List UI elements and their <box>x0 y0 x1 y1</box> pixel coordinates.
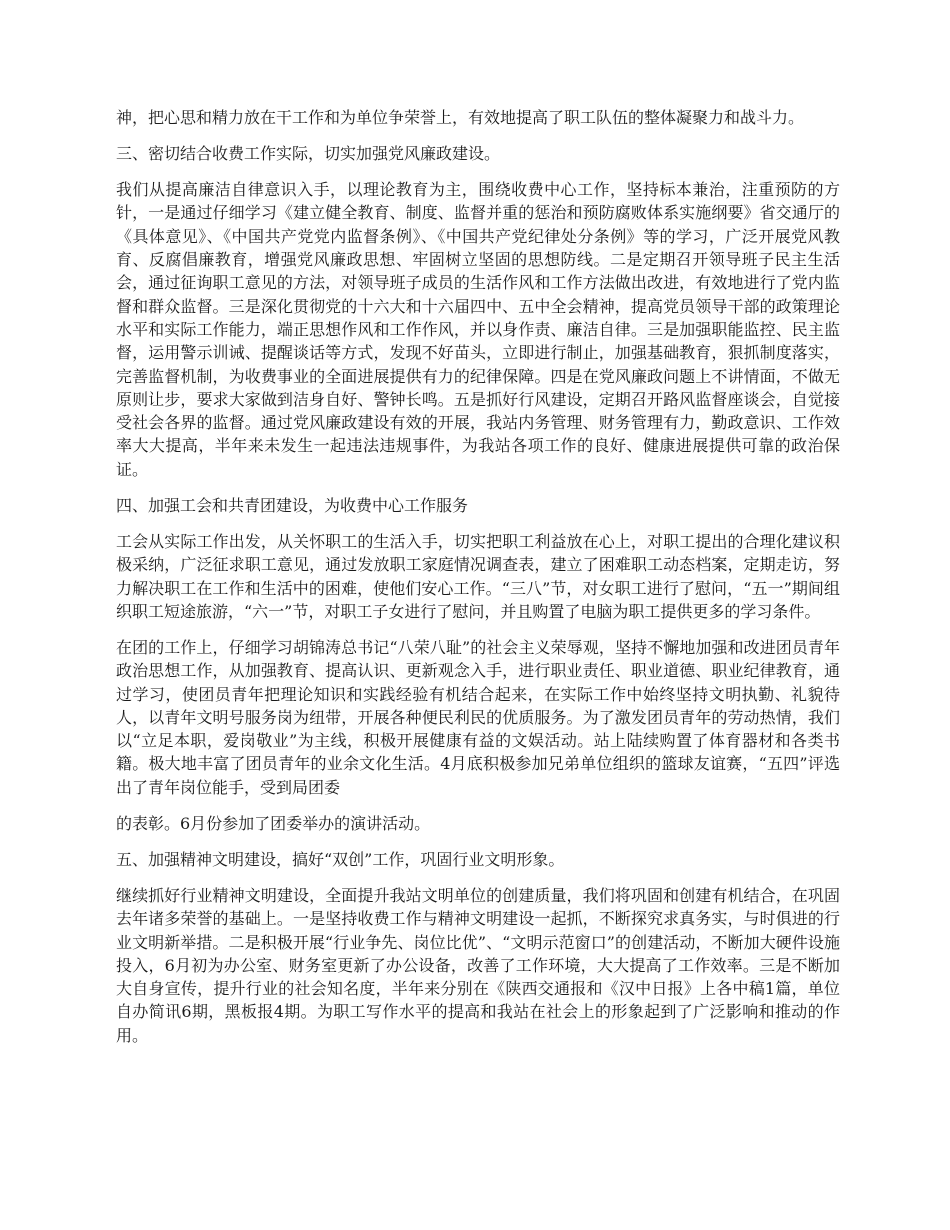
section-heading-5: 五、加强精神文明建设，搞好“双创”工作，巩固行业文明形象。 <box>116 849 565 869</box>
paragraph-labor-union: 工会从实际工作出发，从关怀职工的生活入手，切实把职工利益放在心上，对职工提出的合理化建议积极采纳，广泛征求职工意见，通过发放职工家庭情况调查表，建立了困难职工动态档案，定期走访，努力解决职工在工作和生活中的困难，使他们安心工作。“三八”节，对女职工进行了慰问，“五一”期间组织职工短途旅游，“六一”节，对职工子女进行了慰问，并且购置了电脑为职工提供更多的学习条件。 <box>116 531 840 621</box>
paragraph-youth-league-continued: 的表彰。6月份参加了团委举办的演讲活动。 <box>116 813 431 833</box>
section-heading-4: 四、加强工会和共青团建设，为收费中心工作服务 <box>116 495 469 515</box>
paragraph-party-integrity: 我们从提高廉洁自律意识入手，以理论教育为主，围绕收费中心工作，坚持标本兼治，注重预防的方针，一是通过仔细学习《建立健全教育、制度、监督并重的惩治和预防腐败体系实施纲要》省交通厅的《具体意见》、《中国共产党党内监督条例》、《中国共产党纪律处分条例》等的学习，广泛开展党风教育、反腐倡廉教育，增强党风廉政思想、牢固树立坚固的思想防线。二是定期召开领导班子民主生活会，通过征询职工意见的方法，对领导班子成员的生活作风和工作方法做出改进，有效地进行了党内监督和群众监督。三是深化贯彻党的十六大和十六届四中、五中全会精神，提高党员领导干部的政策理论水平和实际工作能力，端正思想作风和工作作风，并以身作责、廉洁自律。三是加强职能监控、民主监督，运用警示训诫、提醒谈话等方式，发现不好苗头，立即进行制止，加强基础教育，狠抓制度落实，完善监督机制，为收费事业的全面进展提供有力的纪律保障。四是在党风廉政问题上不讲情面，不做无原则让步，要求大家做到洁身自好、警钟长鸣。五是抓好行风建设，定期召开路风监督座谈会，自觉接受社会各界的监督。通过党风廉政建设有效的开展，我站内务管理、财务管理有力，勤政意识、工作效率大大提高，半年来未发生一起违法违规事件，为我站各项工作的良好、健康进展提供可靠的政治保证。 <box>116 180 840 479</box>
document-body <box>116 106 840 1060</box>
paragraph-civilization: 继续抓好行业精神文明建设，全面提升我站文明单位的创建质量，我们将巩固和创建有机结合，在巩固去年诸多荣誉的基础上。一是坚持收费工作与精神文明建设一起抓，不断探究求真务实，与时俱进的行业文明新举措。二是积极开展“行业争先、岗位比优”、“文明示范窗口”的创建活动，不断加大硬件设施投入，6月初为办公室、财务室更新了办公设备，改善了工作环境，大大提高了工作效率。三是不断加大自身宣传，提升行业的社会知名度，半年来分别在《陕西交通报和《汉中日报》上各中稿1篇，单位自办简讯6期，黑板报4期。为职工写作水平的提高和我站在社会上的形象起到了广泛影响和推动的作用。 <box>116 885 840 1045</box>
section-heading-3: 三、密切结合收费工作实际，切实加强党风廉政建设。 <box>116 144 501 164</box>
paragraph-youth-league: 在团的工作上，仔细学习胡锦涛总书记“八荣八耻”的社会主义荣辱观，坚持不懈地加强和改进团员青年政治思想工作，从加强教育、提高认识、更新观念入手，进行职业责任、职业道德、职业纪律教育，通过学习，使团员青年把理论知识和实践经验有机结合起来，在实际工作中始终坚持文明执勤、礼貌待人，以青年文明号服务岗为纽带，开展各种便民利民的优质服务。为了激发团员青年的劳动热情，我们以“立足本职，爱岗敬业”为主线，积极开展健康有益的文娱活动。站上陆续购置了体育器材和各类书籍。极大地丰富了团员青年的业余文化生活。4月底积极参加兄弟单位组织的篮球友谊赛，“五四”评选出了青年岗位能手，受到局团委 <box>116 637 840 797</box>
paragraph-continuation: 神，把心思和精力放在干工作和为单位争荣誉上，有效地提高了职工队伍的整体凝聚力和战斗力。 <box>116 108 805 127</box>
